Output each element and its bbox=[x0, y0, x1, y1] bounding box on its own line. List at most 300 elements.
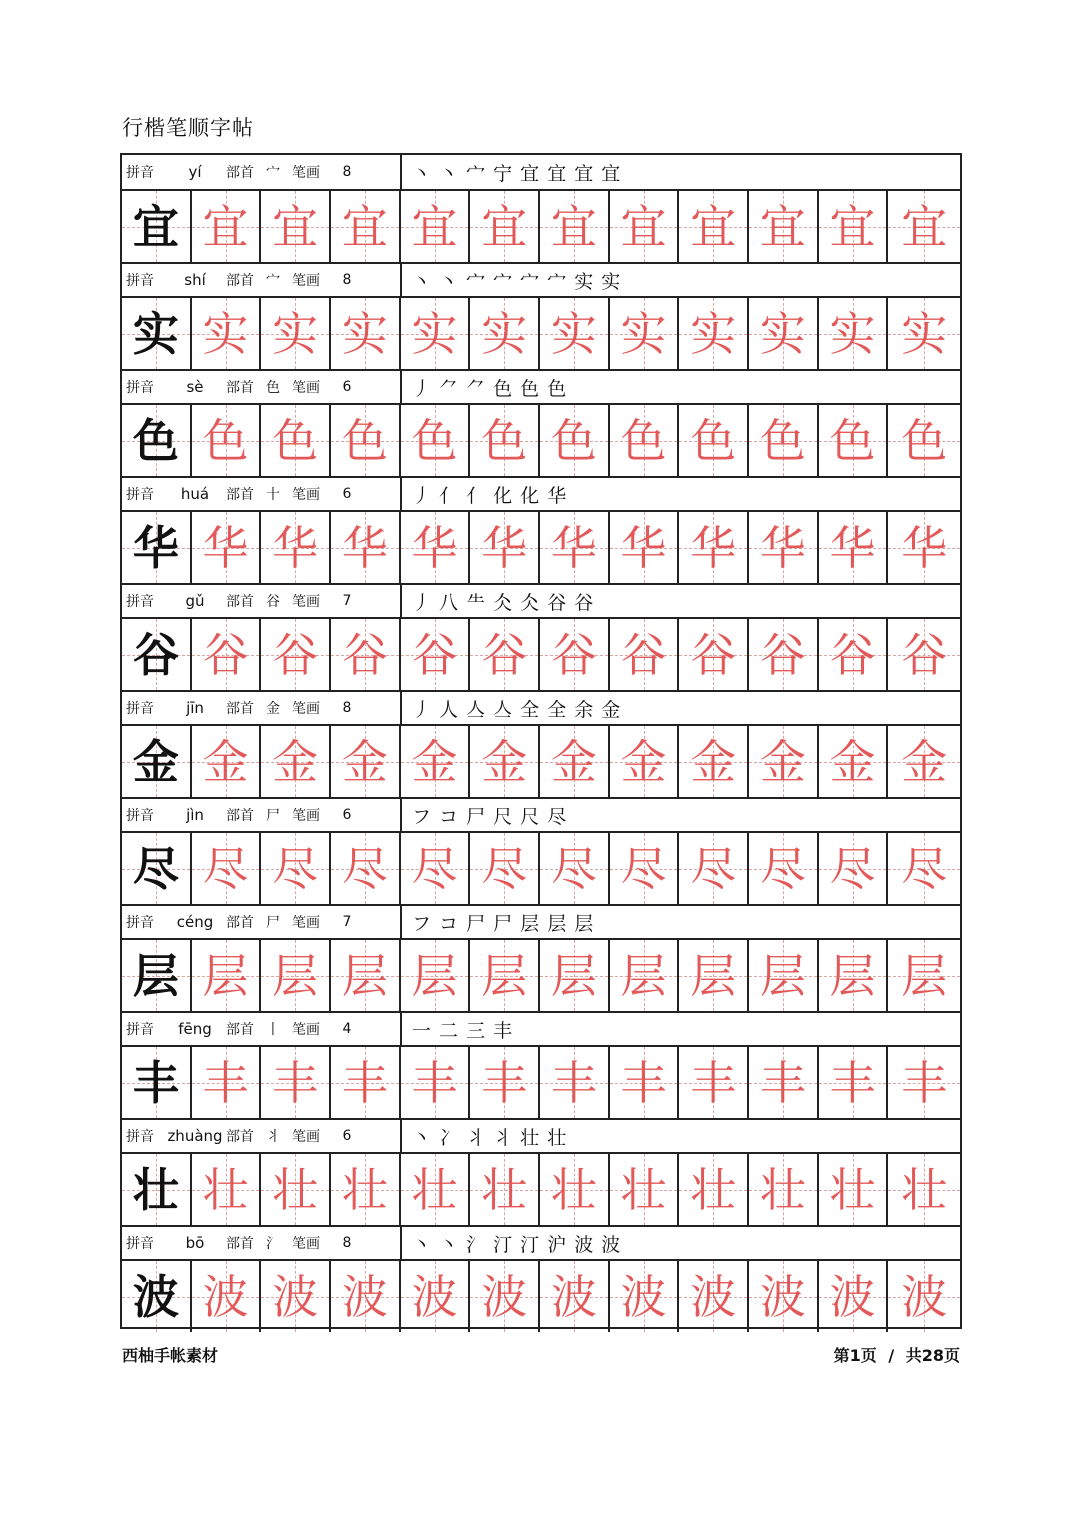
tracing-cell[interactable] bbox=[401, 833, 471, 904]
tracing-cell[interactable] bbox=[679, 726, 749, 797]
page-title: 行楷笔顺字帖 bbox=[122, 116, 254, 140]
radical-label: 部首 bbox=[226, 273, 254, 289]
tracing-character: 尽 bbox=[202, 841, 249, 896]
tracing-character: 金 bbox=[759, 734, 806, 789]
tracing-character: 壮 bbox=[550, 1162, 597, 1217]
tracing-cell[interactable] bbox=[819, 405, 889, 476]
tracing-character: 波 bbox=[481, 1269, 528, 1324]
stroke-count: 7 bbox=[342, 914, 352, 930]
pinyin-label: 拼音 bbox=[126, 594, 154, 610]
radical-value: 谷 bbox=[266, 594, 280, 610]
tracing-cell[interactable] bbox=[401, 1047, 471, 1118]
tracing-cell[interactable] bbox=[192, 1047, 262, 1118]
tracing-character: 色 bbox=[620, 413, 667, 468]
info-row bbox=[122, 904, 960, 940]
tracing-character: 谷 bbox=[550, 627, 597, 682]
tracing-character: 宜 bbox=[690, 199, 737, 254]
tracing-cell[interactable] bbox=[470, 833, 540, 904]
tracing-character: 宜 bbox=[481, 199, 528, 254]
stroke-order-sequence: 丿 人 亼 亼 全 全 余 金 bbox=[412, 698, 622, 721]
tracing-cell[interactable] bbox=[192, 619, 262, 690]
tracing-character: 尽 bbox=[901, 841, 948, 896]
tracing-character: 华 bbox=[620, 520, 667, 575]
character-info bbox=[122, 264, 402, 296]
tracing-cell[interactable] bbox=[610, 191, 680, 262]
tracing-character: 宜 bbox=[759, 199, 806, 254]
tracing-character: 谷 bbox=[690, 627, 737, 682]
pinyin-value: yí bbox=[188, 163, 202, 181]
practice-grid bbox=[122, 940, 960, 1011]
tracing-character: 实 bbox=[829, 306, 876, 361]
tracing-character: 华 bbox=[690, 520, 737, 575]
info-row bbox=[122, 583, 960, 619]
tracing-cell[interactable] bbox=[749, 298, 819, 369]
tracing-cell[interactable] bbox=[610, 940, 680, 1011]
tracing-cell[interactable] bbox=[749, 833, 819, 904]
pinyin-label: 拼音 bbox=[126, 1022, 154, 1038]
pinyin-value: gǔ bbox=[185, 592, 205, 610]
tracing-character: 华 bbox=[202, 520, 249, 575]
tracing-cell[interactable] bbox=[192, 940, 262, 1011]
tracing-cell[interactable] bbox=[401, 405, 471, 476]
tracing-character: 金 bbox=[829, 734, 876, 789]
tracing-cell[interactable] bbox=[819, 833, 889, 904]
tracing-cell[interactable] bbox=[679, 298, 749, 369]
tracing-cell[interactable] bbox=[261, 1261, 331, 1332]
tracing-cell[interactable] bbox=[470, 405, 540, 476]
tracing-cell[interactable] bbox=[261, 512, 331, 583]
tracing-character: 尽 bbox=[550, 841, 597, 896]
practice-grid bbox=[122, 191, 960, 262]
stroke-count: 8 bbox=[342, 272, 352, 288]
tracing-cell[interactable] bbox=[261, 1154, 331, 1225]
radical-value: 丬 bbox=[266, 1129, 280, 1145]
tracing-character: 层 bbox=[620, 948, 667, 1003]
tracing-cell[interactable] bbox=[401, 1154, 471, 1225]
radical-value: 氵 bbox=[266, 1236, 280, 1252]
pinyin-value: shí bbox=[184, 271, 206, 289]
stroke-count: 6 bbox=[342, 379, 352, 395]
tracing-cell[interactable] bbox=[749, 512, 819, 583]
model-character: 宜 bbox=[132, 199, 179, 254]
tracing-cell[interactable] bbox=[470, 1261, 540, 1332]
tracing-character: 层 bbox=[202, 948, 249, 1003]
tracing-cell[interactable] bbox=[540, 940, 610, 1011]
tracing-cell[interactable] bbox=[679, 1047, 749, 1118]
tracing-character: 实 bbox=[341, 306, 388, 361]
model-character: 色 bbox=[132, 413, 179, 468]
tracing-character: 实 bbox=[690, 306, 737, 361]
tracing-cell[interactable] bbox=[470, 512, 540, 583]
tracing-cell[interactable] bbox=[749, 940, 819, 1011]
tracing-character: 实 bbox=[411, 306, 458, 361]
practice-sheet bbox=[120, 153, 962, 1329]
tracing-cell[interactable] bbox=[610, 512, 680, 583]
stroke-order-sequence: 丶 丶 宀 宀 宀 宀 实 实 bbox=[412, 270, 622, 293]
model-character-cell bbox=[122, 833, 192, 904]
tracing-cell[interactable] bbox=[540, 833, 610, 904]
tracing-cell[interactable] bbox=[679, 191, 749, 262]
tracing-character: 金 bbox=[550, 734, 597, 789]
tracing-cell[interactable] bbox=[540, 1047, 610, 1118]
tracing-character: 金 bbox=[620, 734, 667, 789]
tracing-cell[interactable] bbox=[610, 726, 680, 797]
tracing-cell[interactable] bbox=[819, 726, 889, 797]
character-block bbox=[122, 369, 960, 476]
tracing-character: 尽 bbox=[690, 841, 737, 896]
tracing-cell[interactable] bbox=[261, 1047, 331, 1118]
tracing-cell[interactable] bbox=[401, 512, 471, 583]
tracing-cell[interactable] bbox=[470, 940, 540, 1011]
stroke-order-sequence: 丿 ⺈ ⺈ 色 色 色 bbox=[412, 377, 568, 400]
tracing-cell[interactable] bbox=[749, 191, 819, 262]
tracing-cell[interactable] bbox=[888, 191, 960, 262]
tracing-cell[interactable] bbox=[610, 405, 680, 476]
tracing-cell[interactable] bbox=[540, 191, 610, 262]
tracing-cell[interactable] bbox=[331, 1154, 401, 1225]
pinyin-label: 拼音 bbox=[126, 1236, 154, 1252]
model-character: 实 bbox=[132, 306, 179, 361]
tracing-character: 金 bbox=[901, 734, 948, 789]
tracing-character: 色 bbox=[759, 413, 806, 468]
radical-value: 尸 bbox=[266, 915, 280, 931]
tracing-character: 金 bbox=[341, 734, 388, 789]
tracing-character: 宜 bbox=[341, 199, 388, 254]
tracing-cell[interactable] bbox=[331, 619, 401, 690]
tracing-cell[interactable] bbox=[401, 619, 471, 690]
tracing-cell[interactable] bbox=[401, 726, 471, 797]
pinyin-value: sè bbox=[186, 378, 204, 396]
tracing-character: 层 bbox=[829, 948, 876, 1003]
practice-grid bbox=[122, 726, 960, 797]
practice-grid bbox=[122, 619, 960, 690]
tracing-cell[interactable] bbox=[331, 512, 401, 583]
model-character: 层 bbox=[132, 948, 179, 1003]
strokes-label: 笔画 bbox=[292, 273, 320, 289]
stroke-order-sequence: フ コ 尸 尸 层 层 层 bbox=[412, 912, 595, 935]
character-block bbox=[122, 1011, 960, 1118]
strokes-label: 笔画 bbox=[292, 380, 320, 396]
tracing-cell[interactable] bbox=[540, 1261, 610, 1332]
tracing-cell[interactable] bbox=[401, 298, 471, 369]
tracing-cell[interactable] bbox=[261, 298, 331, 369]
tracing-cell[interactable] bbox=[749, 405, 819, 476]
tracing-cell[interactable] bbox=[819, 1261, 889, 1332]
tracing-character: 层 bbox=[411, 948, 458, 1003]
tracing-cell[interactable] bbox=[540, 512, 610, 583]
tracing-cell[interactable] bbox=[888, 298, 960, 369]
radical-label: 部首 bbox=[226, 808, 254, 824]
tracing-cell[interactable] bbox=[888, 405, 960, 476]
tracing-cell[interactable] bbox=[888, 1154, 960, 1225]
tracing-character: 层 bbox=[272, 948, 319, 1003]
radical-value: 色 bbox=[266, 380, 280, 396]
tracing-character: 壮 bbox=[829, 1162, 876, 1217]
tracing-cell[interactable] bbox=[192, 298, 262, 369]
tracing-cell[interactable] bbox=[749, 619, 819, 690]
model-character-cell bbox=[122, 298, 192, 369]
tracing-character: 金 bbox=[202, 734, 249, 789]
tracing-cell[interactable] bbox=[888, 619, 960, 690]
tracing-character: 尽 bbox=[411, 841, 458, 896]
tracing-character: 宜 bbox=[829, 199, 876, 254]
info-row bbox=[122, 1118, 960, 1154]
tracing-cell[interactable] bbox=[679, 940, 749, 1011]
tracing-character: 金 bbox=[272, 734, 319, 789]
radical-value: 十 bbox=[266, 487, 280, 503]
tracing-cell[interactable] bbox=[470, 298, 540, 369]
strokes-label: 笔画 bbox=[292, 915, 320, 931]
tracing-cell[interactable] bbox=[261, 726, 331, 797]
tracing-cell[interactable] bbox=[192, 512, 262, 583]
radical-value: 宀 bbox=[266, 165, 280, 181]
tracing-character: 谷 bbox=[620, 627, 667, 682]
tracing-cell[interactable] bbox=[331, 1047, 401, 1118]
stroke-order-sequence: 丿 亻 亻 化 化 华 bbox=[412, 484, 568, 507]
tracing-character: 尽 bbox=[829, 841, 876, 896]
tracing-character: 丰 bbox=[759, 1055, 806, 1110]
model-character: 丰 bbox=[132, 1055, 179, 1110]
character-block bbox=[122, 690, 960, 797]
tracing-cell[interactable] bbox=[888, 726, 960, 797]
tracing-character: 丰 bbox=[550, 1055, 597, 1110]
tracing-character: 尽 bbox=[481, 841, 528, 896]
tracing-character: 波 bbox=[901, 1269, 948, 1324]
tracing-cell[interactable] bbox=[331, 726, 401, 797]
tracing-cell[interactable] bbox=[819, 1047, 889, 1118]
info-row bbox=[122, 1011, 960, 1047]
tracing-cell[interactable] bbox=[819, 191, 889, 262]
tracing-cell[interactable] bbox=[192, 191, 262, 262]
tracing-cell[interactable] bbox=[192, 1261, 262, 1332]
tracing-character: 尽 bbox=[759, 841, 806, 896]
tracing-character: 层 bbox=[901, 948, 948, 1003]
tracing-cell[interactable] bbox=[192, 833, 262, 904]
tracing-cell[interactable] bbox=[331, 298, 401, 369]
tracing-cell[interactable] bbox=[261, 833, 331, 904]
tracing-cell[interactable] bbox=[749, 1047, 819, 1118]
tracing-cell[interactable] bbox=[540, 1154, 610, 1225]
tracing-cell[interactable] bbox=[679, 1261, 749, 1332]
tracing-character: 层 bbox=[759, 948, 806, 1003]
tracing-cell[interactable] bbox=[401, 191, 471, 262]
stroke-order-sequence: 丿 八 ⺧ 仌 仌 谷 谷 bbox=[412, 591, 595, 614]
model-character-cell bbox=[122, 405, 192, 476]
tracing-character: 色 bbox=[690, 413, 737, 468]
pinyin-value: huá bbox=[180, 485, 210, 503]
tracing-cell[interactable] bbox=[192, 726, 262, 797]
strokes-label: 笔画 bbox=[292, 487, 320, 503]
pinyin-label: 拼音 bbox=[126, 1129, 154, 1145]
tracing-cell[interactable] bbox=[470, 1154, 540, 1225]
practice-grid bbox=[122, 405, 960, 476]
tracing-character: 宜 bbox=[411, 199, 458, 254]
tracing-character: 丰 bbox=[620, 1055, 667, 1110]
tracing-character: 丰 bbox=[481, 1055, 528, 1110]
tracing-character: 实 bbox=[620, 306, 667, 361]
strokes-label: 笔画 bbox=[292, 1129, 320, 1145]
character-info bbox=[122, 155, 402, 189]
tracing-cell[interactable] bbox=[610, 1154, 680, 1225]
tracing-cell[interactable] bbox=[261, 940, 331, 1011]
tracing-cell[interactable] bbox=[679, 1154, 749, 1225]
tracing-cell[interactable] bbox=[888, 512, 960, 583]
character-info bbox=[122, 799, 402, 831]
tracing-character: 壮 bbox=[690, 1162, 737, 1217]
tracing-cell[interactable] bbox=[470, 1047, 540, 1118]
tracing-cell[interactable] bbox=[819, 298, 889, 369]
tracing-cell[interactable] bbox=[470, 619, 540, 690]
character-block bbox=[122, 262, 960, 369]
pinyin-value: bō bbox=[185, 1234, 205, 1252]
model-character-cell bbox=[122, 191, 192, 262]
practice-grid bbox=[122, 1154, 960, 1225]
tracing-character: 波 bbox=[202, 1269, 249, 1324]
page-indicator: 第1页 / 共28页 bbox=[833, 1346, 960, 1365]
tracing-character: 华 bbox=[272, 520, 319, 575]
tracing-cell[interactable] bbox=[819, 940, 889, 1011]
character-block bbox=[122, 1225, 960, 1332]
tracing-cell[interactable] bbox=[888, 833, 960, 904]
model-character: 谷 bbox=[132, 627, 179, 682]
tracing-cell[interactable] bbox=[261, 191, 331, 262]
radical-value: 金 bbox=[266, 701, 280, 717]
radical-label: 部首 bbox=[226, 594, 254, 610]
info-row bbox=[122, 476, 960, 512]
tracing-cell[interactable] bbox=[470, 726, 540, 797]
tracing-cell[interactable] bbox=[261, 405, 331, 476]
stroke-count: 7 bbox=[342, 593, 352, 609]
tracing-cell[interactable] bbox=[679, 405, 749, 476]
tracing-character: 壮 bbox=[620, 1162, 667, 1217]
tracing-character: 谷 bbox=[901, 627, 948, 682]
practice-grid bbox=[122, 298, 960, 369]
tracing-cell[interactable] bbox=[819, 619, 889, 690]
tracing-cell[interactable] bbox=[679, 619, 749, 690]
practice-grid bbox=[122, 1047, 960, 1118]
tracing-cell[interactable] bbox=[679, 512, 749, 583]
tracing-cell[interactable] bbox=[331, 940, 401, 1011]
tracing-cell[interactable] bbox=[610, 1261, 680, 1332]
pinyin-value: fēng bbox=[178, 1020, 212, 1038]
tracing-character: 色 bbox=[829, 413, 876, 468]
stroke-count: 8 bbox=[342, 1235, 352, 1251]
pinyin-label: 拼音 bbox=[126, 808, 154, 824]
tracing-cell[interactable] bbox=[401, 940, 471, 1011]
footer-source: 西柚手帐素材 bbox=[122, 1346, 219, 1365]
tracing-cell[interactable] bbox=[540, 298, 610, 369]
pinyin-value: céng bbox=[176, 913, 214, 931]
tracing-character: 金 bbox=[690, 734, 737, 789]
stroke-order-sequence: 丶 丶 宀 宁 宜 宜 宜 宜 bbox=[412, 162, 622, 185]
character-info bbox=[122, 1013, 402, 1045]
tracing-character: 波 bbox=[341, 1269, 388, 1324]
stroke-count: 6 bbox=[342, 807, 352, 823]
tracing-cell[interactable] bbox=[610, 1047, 680, 1118]
tracing-character: 波 bbox=[620, 1269, 667, 1324]
character-info bbox=[122, 906, 402, 938]
model-character: 尽 bbox=[132, 841, 179, 896]
tracing-cell[interactable] bbox=[610, 298, 680, 369]
tracing-character: 色 bbox=[272, 413, 319, 468]
character-info bbox=[122, 1120, 402, 1152]
tracing-character: 层 bbox=[481, 948, 528, 1003]
pinyin-label: 拼音 bbox=[126, 380, 154, 396]
tracing-cell[interactable] bbox=[192, 1154, 262, 1225]
tracing-character: 色 bbox=[901, 413, 948, 468]
tracing-cell[interactable] bbox=[540, 726, 610, 797]
tracing-character: 尽 bbox=[341, 841, 388, 896]
tracing-cell[interactable] bbox=[261, 619, 331, 690]
tracing-cell[interactable] bbox=[331, 191, 401, 262]
model-character-cell bbox=[122, 619, 192, 690]
info-row bbox=[122, 369, 960, 405]
pinyin-label: 拼音 bbox=[126, 273, 154, 289]
tracing-character: 色 bbox=[550, 413, 597, 468]
radical-label: 部首 bbox=[226, 487, 254, 503]
character-info bbox=[122, 478, 402, 510]
tracing-character: 实 bbox=[901, 306, 948, 361]
tracing-cell[interactable] bbox=[540, 405, 610, 476]
model-character: 壮 bbox=[132, 1162, 179, 1217]
tracing-cell[interactable] bbox=[331, 1261, 401, 1332]
radical-label: 部首 bbox=[226, 1022, 254, 1038]
practice-grid bbox=[122, 1261, 960, 1332]
strokes-label: 笔画 bbox=[292, 701, 320, 717]
radical-label: 部首 bbox=[226, 1236, 254, 1252]
tracing-cell[interactable] bbox=[610, 619, 680, 690]
tracing-character: 壮 bbox=[481, 1162, 528, 1217]
tracing-cell[interactable] bbox=[401, 1261, 471, 1332]
tracing-cell[interactable] bbox=[819, 1154, 889, 1225]
model-character-cell bbox=[122, 1154, 192, 1225]
tracing-character: 丰 bbox=[901, 1055, 948, 1110]
tracing-character: 实 bbox=[759, 306, 806, 361]
tracing-cell[interactable] bbox=[192, 405, 262, 476]
tracing-character: 实 bbox=[272, 306, 319, 361]
tracing-cell[interactable] bbox=[749, 726, 819, 797]
tracing-cell[interactable] bbox=[331, 833, 401, 904]
model-character-cell bbox=[122, 940, 192, 1011]
tracing-character: 波 bbox=[759, 1269, 806, 1324]
tracing-character: 壮 bbox=[759, 1162, 806, 1217]
tracing-character: 宜 bbox=[272, 199, 319, 254]
tracing-cell[interactable] bbox=[540, 619, 610, 690]
tracing-cell[interactable] bbox=[888, 1261, 960, 1332]
tracing-character: 色 bbox=[341, 413, 388, 468]
tracing-character: 尽 bbox=[620, 841, 667, 896]
tracing-cell[interactable] bbox=[749, 1261, 819, 1332]
tracing-cell[interactable] bbox=[331, 405, 401, 476]
tracing-cell[interactable] bbox=[470, 191, 540, 262]
tracing-cell[interactable] bbox=[749, 1154, 819, 1225]
strokes-label: 笔画 bbox=[292, 1022, 320, 1038]
tracing-cell[interactable] bbox=[679, 833, 749, 904]
radical-label: 部首 bbox=[226, 1129, 254, 1145]
tracing-cell[interactable] bbox=[819, 512, 889, 583]
tracing-character: 华 bbox=[411, 520, 458, 575]
stroke-count: 6 bbox=[342, 1128, 352, 1144]
pinyin-label: 拼音 bbox=[126, 915, 154, 931]
character-block bbox=[122, 1118, 960, 1225]
tracing-character: 谷 bbox=[829, 627, 876, 682]
tracing-cell[interactable] bbox=[888, 1047, 960, 1118]
tracing-cell[interactable] bbox=[888, 940, 960, 1011]
tracing-cell[interactable] bbox=[610, 833, 680, 904]
tracing-character: 谷 bbox=[759, 627, 806, 682]
tracing-character: 丰 bbox=[202, 1055, 249, 1110]
tracing-character: 波 bbox=[550, 1269, 597, 1324]
